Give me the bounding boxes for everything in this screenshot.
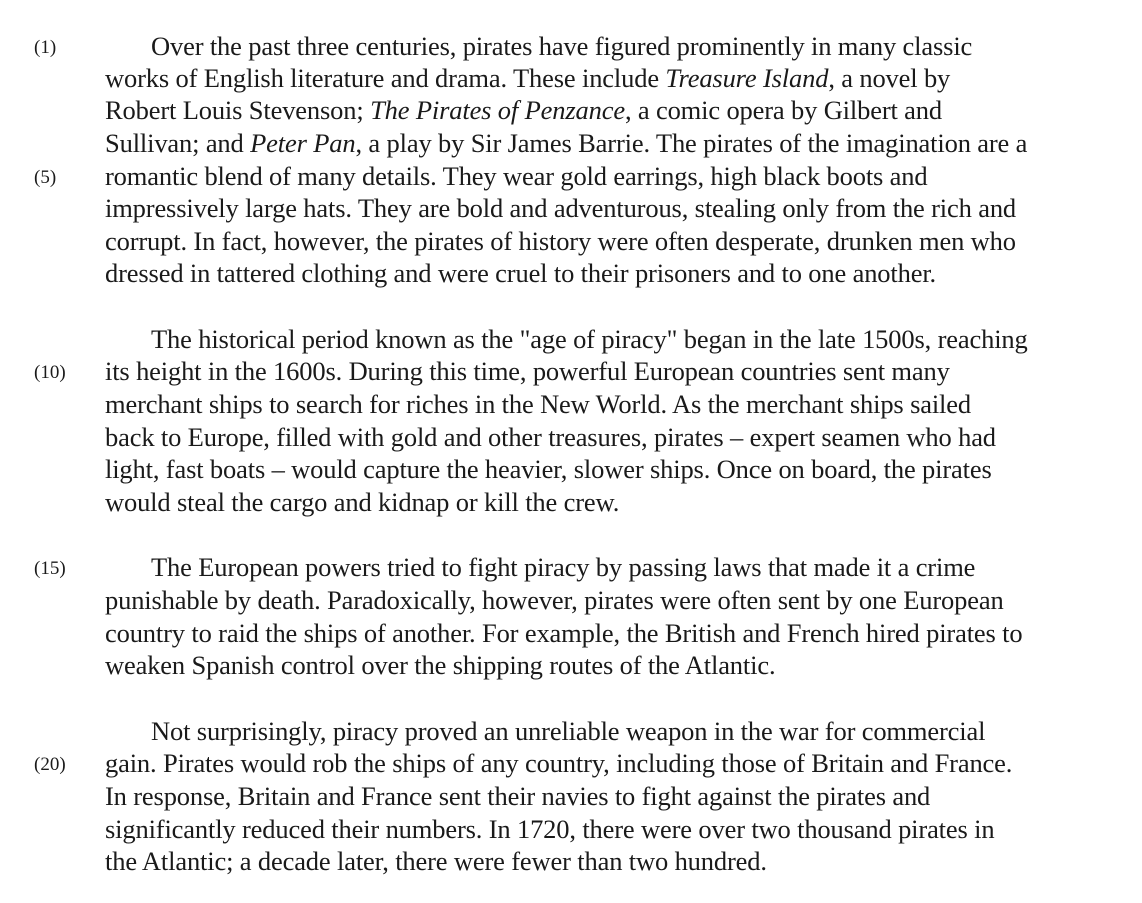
paragraph-line: punishable by death. Paradoxically, however, pirates were often sent by one European xyxy=(105,585,1004,615)
line-number-1: (1) xyxy=(34,37,57,58)
paragraph-line: weaken Spanish control over the shipping routes of the Atlantic. xyxy=(105,650,776,680)
paragraph-line: merchant ships to search for riches in the New World. As the merchant ships sailed xyxy=(105,389,971,419)
paragraph-line: would steal the cargo and kidnap or kill the crew. xyxy=(105,487,620,517)
play-title-peter-pan: Peter Pan xyxy=(250,128,356,158)
line-text: , a novel by xyxy=(828,63,951,93)
line-text: Robert Louis Stevenson; xyxy=(105,95,371,125)
book-title-treasure-island: Treasure Island xyxy=(665,63,829,93)
paragraph-line xyxy=(105,94,942,126)
paragraph-line: Over the past three centuries, pirates have figured prominently in many classic xyxy=(151,31,973,61)
line-number-20: (20) xyxy=(34,754,66,775)
paragraph-line: romantic blend of many details. They wear gold earrings, high black boots and xyxy=(105,161,928,191)
paragraph-line: dressed in tattered clothing and were cruel to their prisoners and to one another. xyxy=(105,258,937,288)
paragraph-line: Not surprisingly, piracy proved an unreliable weapon in the war for commercial xyxy=(151,716,986,746)
paragraph-line: country to raid the ships of another. For example, the British and French hired pirates to xyxy=(105,618,1023,648)
line-text: , a comic opera by Gilbert and xyxy=(624,95,942,125)
line-text: Sullivan; and xyxy=(105,128,251,158)
paragraph-line: gain. Pirates would rob the ships of any country, including those of Britain and France. xyxy=(105,748,1013,778)
paragraph-line: significantly reduced their numbers. In 1720, there were over two thousand pirates in xyxy=(105,814,995,844)
paragraph-line: light, fast boats – would capture the heavier, slower ships. Once on board, the pirates xyxy=(105,454,992,484)
line-number-15: (15) xyxy=(34,558,66,579)
paragraph-line: its height in the 1600s. During this time, powerful European countries sent many xyxy=(105,356,950,386)
paragraph-line xyxy=(105,62,950,94)
line-text: , a play by Sir James Barrie. The pirates of the imagination are a xyxy=(355,128,1028,158)
paragraph-line: the Atlantic; a decade later, there were fewer than two hundred. xyxy=(105,846,767,876)
line-number-10: (10) xyxy=(34,362,66,383)
opera-title-pirates-of-penzance: The Pirates of Penzance xyxy=(370,95,625,125)
paragraph-line xyxy=(105,127,1027,159)
paragraph-line: back to Europe, filled with gold and other treasures, pirates – expert seamen who had xyxy=(105,422,996,452)
paragraph-line: impressively large hats. They are bold and adventurous, stealing only from the rich and xyxy=(105,193,1017,223)
line-number-5: (5) xyxy=(34,167,57,188)
paragraph-line: In response, Britain and France sent their navies to fight against the pirates and xyxy=(105,781,931,811)
paragraph-line: corrupt. In fact, however, the pirates of history were often desperate, drunken men who xyxy=(105,226,1016,256)
paragraph-line: The European powers tried to fight piracy by passing laws that made it a crime xyxy=(151,552,976,582)
paragraph-line: The historical period known as the "age of piracy" began in the late 1500s, reaching xyxy=(151,324,1028,354)
line-text: works of English literature and drama. These include xyxy=(105,63,666,93)
